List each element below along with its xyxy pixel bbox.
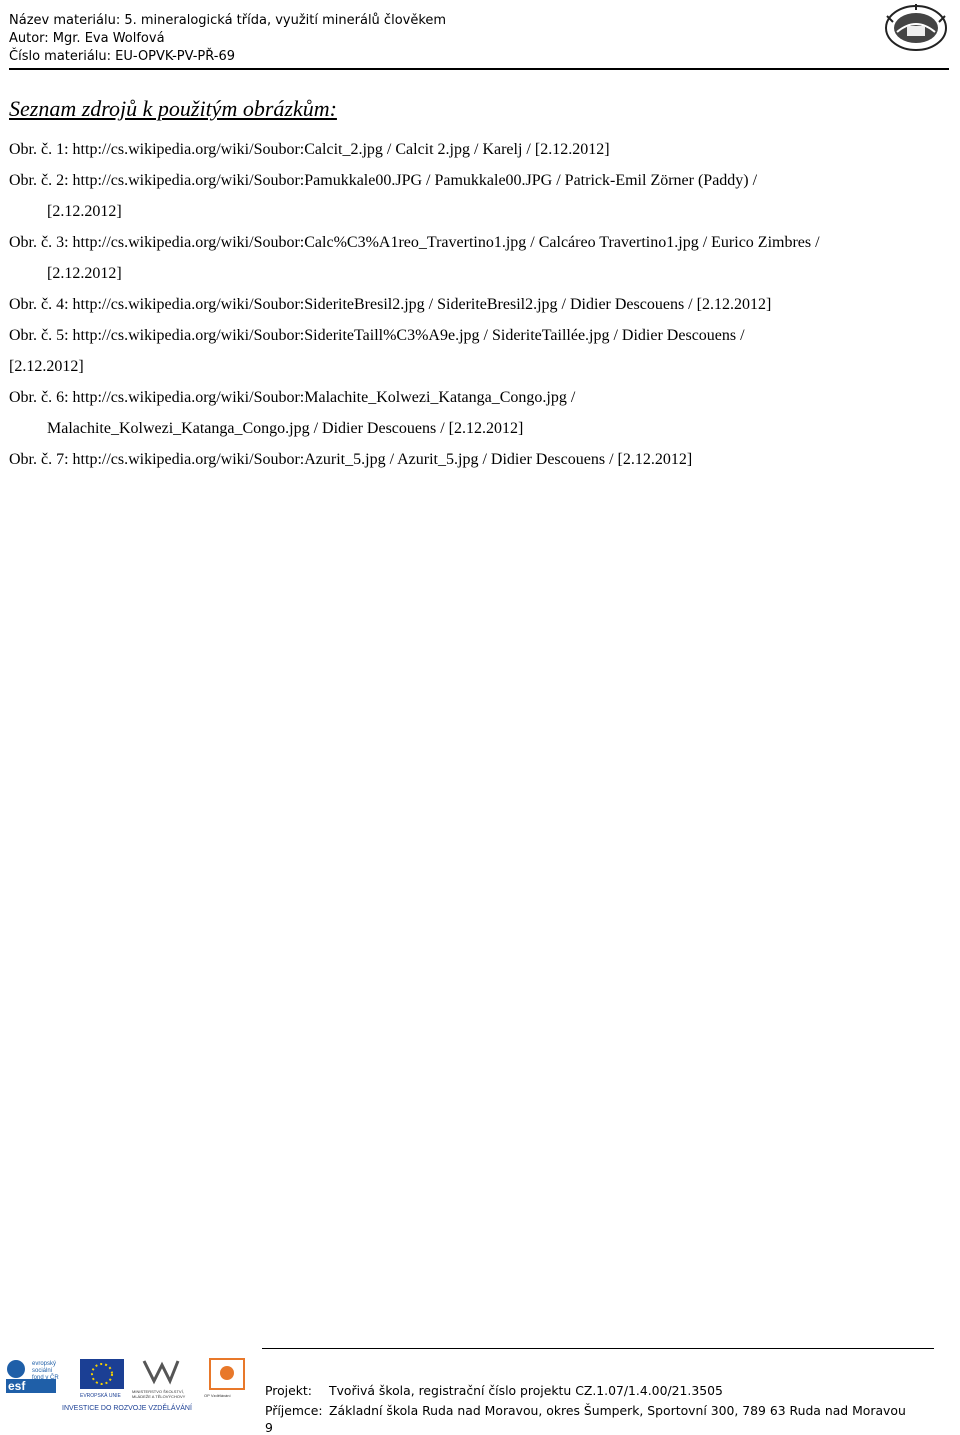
svg-text:fond v ČR: fond v ČR [32, 1375, 59, 1381]
page-footer [0, 1345, 960, 1435]
reference-item [9, 134, 944, 165]
investment-banner: INVESTICE DO ROZVOJE VZDĚLÁVÁNÍ [62, 1405, 192, 1412]
reference-line: Obr. č. 4: http://cs.wikipedia.org/wiki/Soubor:SideriteBresil2.jpg / SideriteBresil2.jpg / Didier Descouens / [2.12.2012] [9, 296, 772, 313]
material-number: Číslo materiálu: EU-OPVK-PV-PŘ-69 [9, 49, 236, 64]
author: Autor: Mgr. Eva Wolfová [9, 31, 165, 46]
svg-text:OP Vzdělávání: OP Vzdělávání [204, 1393, 231, 1398]
reference-item [9, 444, 944, 475]
svg-text:MLÁDEŽE A TĚLOVÝCHOVY: MLÁDEŽE A TĚLOVÝCHOVY [132, 1394, 186, 1399]
reference-item [9, 227, 944, 289]
svg-text:MINISTERSTVO ŠKOLSTVÍ,: MINISTERSTVO ŠKOLSTVÍ, [132, 1389, 184, 1394]
sources-list [9, 96, 944, 475]
reference-line: Obr. č. 3: http://cs.wikipedia.org/wiki/Soubor:Calc%C3%A1reo_Travertino1.jpg / Calcáreo Travertino1.jpg / Eurico Zimbres / [9, 234, 820, 251]
reference-line: Obr. č. 6: http://cs.wikipedia.org/wiki/Soubor:Malachite_Kolwezi_Katanga_Congo.jpg / [9, 389, 576, 406]
eu-flag-icon [80, 1359, 124, 1399]
reference-item [9, 165, 944, 227]
reference-line: Obr. č. 7: http://cs.wikipedia.org/wiki/Soubor:Azurit_5.jpg / Azurit_5.jpg / Didier Descouens / [2.12.2012] [9, 451, 693, 468]
reference-item [9, 382, 944, 444]
footer-rule [262, 1348, 934, 1349]
reference-line-continued: Malachite_Kolwezi_Katanga_Congo.jpg / Didier Descouens / [2.12.2012] [47, 420, 524, 437]
reference-line-continued: [2.12.2012] [47, 265, 122, 282]
reference-line: Obr. č. 5: http://cs.wikipedia.org/wiki/Soubor:SideriteTaill%C3%A9e.jpg / SideriteTaillée.jpg / Didier Descouens / [9, 327, 745, 344]
reference-item [9, 320, 944, 382]
project-label: Projekt: [265, 1383, 312, 1398]
recipient-line [265, 1401, 906, 1421]
page-number: 9 [265, 1420, 273, 1435]
header-rule [9, 68, 949, 70]
material-name: Název materiálu: 5. mineralogická třída, využití minerálů člověkem [9, 13, 447, 28]
svg-text:sociální: sociální [32, 1368, 53, 1374]
project-line [265, 1381, 906, 1401]
reference-line-continued: [2.12.2012] [47, 203, 122, 220]
eu-funding-logos-icon [2, 1353, 252, 1413]
msmt-logo-icon [132, 1361, 186, 1399]
reference-line: Obr. č. 1: http://cs.wikipedia.org/wiki/Soubor:Calcit_2.jpg / Calcit 2.jpg / Karelj / [2.12.2012] [9, 141, 610, 158]
section-title: Seznam zdrojů k použitým obrázkům: [9, 96, 337, 121]
project-value: Tvořivá škola, registrační číslo projektu CZ.1.07/1.4.00/21.3505 [329, 1383, 723, 1398]
header-text [9, 12, 949, 66]
op-logo-icon [204, 1359, 244, 1398]
esf-logo-icon [6, 1360, 59, 1393]
svg-text:EVROPSKÁ UNIE: EVROPSKÁ UNIE [80, 1393, 121, 1399]
svg-text:evropský: evropský [32, 1361, 57, 1367]
school-logo-icon [883, 2, 949, 54]
page-header [9, 12, 949, 68]
reference-item [9, 289, 944, 320]
reference-line-continued: [2.12.2012] [9, 358, 84, 375]
recipient-label: Příjemce: [265, 1403, 323, 1418]
footer-info [265, 1381, 906, 1421]
svg-text:esf: esf [8, 1379, 26, 1393]
reference-line: Obr. č. 2: http://cs.wikipedia.org/wiki/Soubor:Pamukkale00.JPG / Pamukkale00.JPG / Patrick-Emil Zörner (Paddy) / [9, 172, 758, 189]
recipient-value: Základní škola Ruda nad Moravou, okres Šumperk, Sportovní 300, 789 63 Ruda nad Moravou [329, 1403, 906, 1418]
